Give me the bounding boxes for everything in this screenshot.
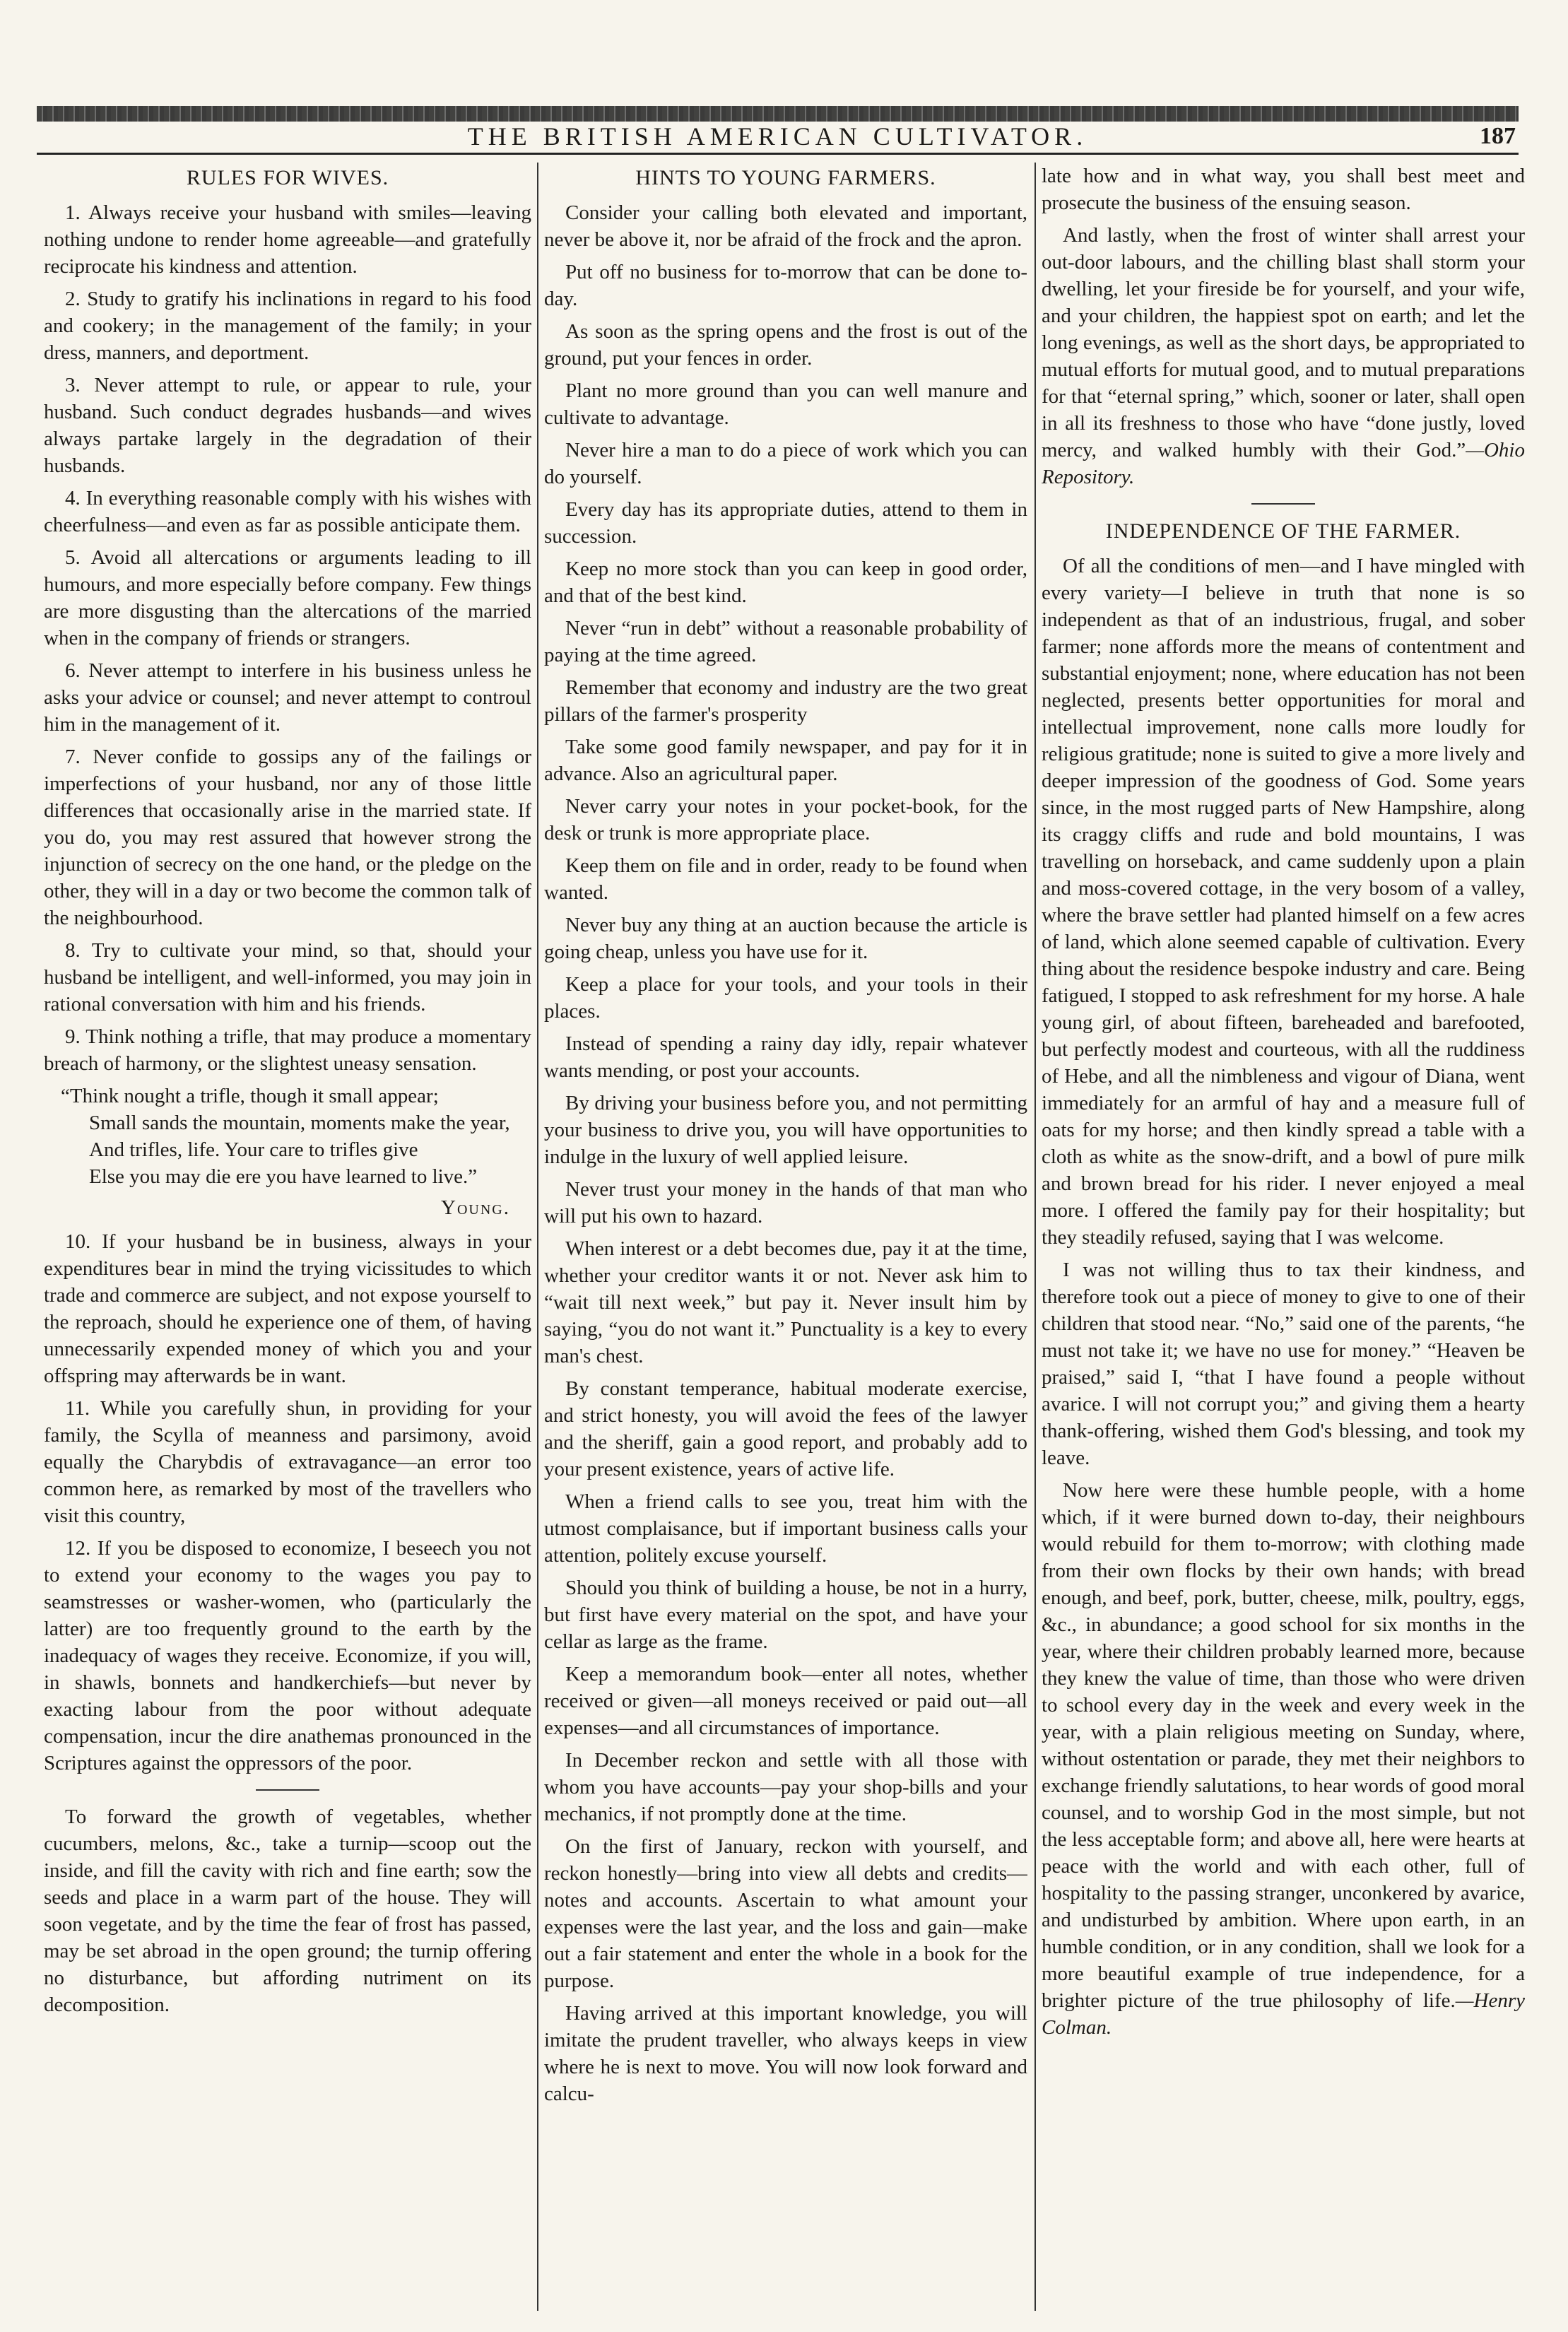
- hint-paragraph: Never trust your money in the hands of that man who will put his own to hazard.: [544, 1178, 1027, 1227]
- hint-paragraph: Keep a memorandum book—enter all notes, whether received or given—all moneys received or paid out—all expenses—and all circumstances of importance.: [544, 1663, 1027, 1739]
- page-title: THE BRITISH AMERICAN CULTIVATOR.: [467, 122, 1088, 151]
- hint-paragraph: By constant temperance, habitual moderate exercise, and strict honesty, you will avoid the fees of the lawyer and the sheriff, gain a good report, and probably add to your present existence, years of active life.: [544, 1377, 1027, 1480]
- masthead: [37, 120, 1519, 153]
- hint-paragraph: When interest or a debt becomes due, pay it at the time, whether your creditor wants it or not. Never ask him to “wait till next week,” but pay it. Never insult him by saying, “you do not want it.” Punctuality is a key to every man's chest.: [544, 1237, 1027, 1367]
- continued-paragraph: late how and in what way, you shall best meet and prosecute the business of the ensuing season.: [1042, 165, 1525, 214]
- hint-paragraph: Keep them on file and in order, ready to be found when wanted.: [544, 854, 1027, 904]
- article-heading: HINTS TO YOUNG FARMERS.: [635, 166, 936, 189]
- hint-paragraph: Never “run in debt” without a reasonable probability of paying at the time agreed.: [544, 617, 1027, 666]
- hint-paragraph: Having arrived at this important knowledge, you will imitate the prudent traveller, who always keeps in view where he is next to move. You will now look forward and calcu-: [544, 2002, 1027, 2105]
- verse-author: Young.: [441, 1196, 510, 1219]
- rule-paragraph: 3. Never attempt to rule, or appear to rule, your husband. Such conduct degrades husbands—and wives always partake largely in the degradation of their husbands.: [44, 374, 531, 477]
- column-divider: [1034, 163, 1036, 2311]
- hint-paragraph: Plant no more ground than you can well manure and cultivate to advantage.: [544, 379, 1027, 429]
- rule-paragraph: 2. Study to gratify his inclinations in regard to his food and cookery; in the management of the family; in your dress, manners, and deportment.: [44, 288, 531, 364]
- verse-line: Else you may die ere you have learned to live.”: [89, 1165, 478, 1188]
- hint-paragraph: Take some good family newspaper, and pay for it in advance. Also an agricultural paper.: [544, 736, 1027, 785]
- section-separator: [256, 1789, 319, 1791]
- column-independence-of-the-farmer: [1042, 163, 1525, 2311]
- rule-paragraph: 4. In everything reasonable comply with his wishes with cheerfulness—and even as far as possible anticipate them.: [44, 487, 531, 536]
- hint-paragraph: Never hire a man to do a piece of work which you can do yourself.: [544, 439, 1027, 488]
- hint-paragraph: By driving your business before you, and not permitting your business to drive you, you will have opportunities to indulge in the luxury of well applied leisure.: [544, 1092, 1027, 1168]
- page-number: 187: [1480, 123, 1516, 149]
- verse-line: Small sands the mountain, moments make the year,: [89, 1112, 510, 1134]
- article-paragraph: I was not willing thus to tax their kindness, and therefore took out a piece of money to give to one of their children that stood near. “No,” said one of the parents, “he must not take it; we have no use for money.” “Heaven be praised,” said I, “that I have found a people without avarice. I will not corrupt you;” and giving them a hearty thank-offering, wished them God's blessing, and took my leave.: [1042, 1259, 1525, 1469]
- hint-paragraph: Every day has its appropriate duties, attend to them in succession.: [544, 498, 1027, 548]
- rule-paragraph: 7. Never confide to gossips any of the failings or imperfections of your husband, nor any of those little differences that occasionally arise in the married state. If you do, you may rest assured that however strong the injunction of secrecy on the one hand, or the pledge on the other, they will in a day or two become the common talk of the neighbourhood.: [44, 746, 531, 929]
- masthead-ornamental-rule: [37, 106, 1519, 122]
- article-heading: RULES FOR WIVES.: [186, 166, 389, 189]
- rule-paragraph: 5. Avoid all altercations or arguments leading to ill humours, and more especially before company. Few things are more disgusting than the altercations of the married when in the company of friends or strangers.: [44, 546, 531, 649]
- rule-paragraph: 1. Always receive your husband with smiles—leaving nothing undone to render home agreeable—and gratefully reciprocate his kindness and attention.: [44, 201, 531, 278]
- closing-paragraph: [1042, 222, 1525, 490]
- hint-paragraph: Never buy any thing at an auction because the article is going cheap, unless you have use for it.: [544, 914, 1027, 963]
- masthead-underline: [37, 153, 1519, 155]
- vegetables-paragraph: To forward the growth of vegetables, whether cucumbers, melons, &c., take a turnip—scoop out the inside, and fill the cavity with rich and fine earth; sow the seeds and place in a warm part of the house. They will soon vegetate, and by the time the fear of frost has passed, may be set abroad in the open ground; the turnip offering no disturbance, but affording nutriment on its decomposition.: [44, 1806, 531, 2016]
- hint-paragraph: Put off no business for to-morrow that can be done to-day.: [544, 261, 1027, 310]
- article-source: —Henry Colman.: [1042, 1989, 1525, 2039]
- hint-paragraph: On the first of January, reckon with yourself, and reckon honestly—bring into view all debts and credits—notes and accounts. Ascertain to what amount your expenses were the last year, and the loss and gain—make out a fair statement and enter the whole in a book for the purpose.: [544, 1835, 1027, 1992]
- rule-paragraph: 12. If you be disposed to economize, I beseech you not to extend your economy to the wages you pay to seamstresses or washer-women, who (particularly the latter) are too frequently ground to the earth by the inadequacy of wages they receive. Economize, if you will, in shawls, bonnets and handkerchiefs—but never by exacting labour from the poor without adequate compensation, incur the dire anathemas pronounced in the Scriptures against the oppressors of the poor.: [44, 1537, 531, 1774]
- closing-source: —Ohio Repository.: [1042, 439, 1525, 488]
- hint-paragraph: Never carry your notes in your pocket-book, for the desk or trunk is more appropriate place.: [544, 795, 1027, 844]
- column-divider: [537, 163, 538, 2311]
- verse-line: “Think nought a trifle, though it small appear;: [61, 1085, 439, 1107]
- closing-text: And lastly, when the frost of winter shall arrest your out-door labours, and the chilling blast shall storm your dwelling, let your fireside be for yourself, and your wife, and your children, the happiest spot on earth; and let the long evenings, as well as the short days, be appropriated to mutual efforts for mutual good, and to mutual preparations for that “eternal spring,” which, sooner or later, shall open in all its freshness to those who have “done justly, loved mercy, and walked humbly with their God.”: [1042, 224, 1525, 461]
- article-heading: INDEPENDENCE OF THE FARMER.: [1105, 519, 1461, 543]
- article-paragraph: [1042, 1477, 1525, 2041]
- column-hints-to-young-farmers: [544, 163, 1027, 2311]
- rule-paragraph: 10. If your husband be in business, always in your expenditures bear in mind the trying vicissitudes to which trade and commerce are subject, and not expose yourself to the reproach, should he experience one of them, of having unnecessarily expended money of which you and your offspring may afterwards be in want.: [44, 1230, 531, 1387]
- rule-paragraph: 9. Think nothing a trifle, that may produce a momentary breach of harmony, or the slightest uneasy sensation.: [44, 1025, 531, 1075]
- section-separator: [1251, 503, 1315, 505]
- rule-paragraph: 11. While you carefully shun, in providing for your family, the Scylla of meanness and parsimony, avoid equally the Charybdis of extravagance—an error too common here, as remarked by most of the travellers who visit this country,: [44, 1397, 531, 1527]
- hint-paragraph: Instead of spending a rainy day idly, repair whatever wants mending, or post your accounts.: [544, 1032, 1027, 1082]
- hint-paragraph: When a friend calls to see you, treat him with the utmost complaisance, but if important business calls your attention, politely excuse yourself.: [544, 1490, 1027, 1567]
- hint-paragraph: Remember that economy and industry are the two great pillars of the farmer's prosperity: [544, 676, 1027, 726]
- hint-paragraph: Keep no more stock than you can keep in good order, and that of the best kind.: [544, 558, 1027, 607]
- rule-paragraph: 6. Never attempt to interfere in his business unless he asks your advice or counsel; and never attempt to controul him in the management of it.: [44, 659, 531, 736]
- column-rules-for-wives: [44, 163, 531, 2311]
- article-paragraph-text: Now here were these humble people, with a home which, if it were burned down to-day, their neighbours would rebuild for them to-morrow; with clothing made from their own flocks by their own hands; with bread enough, and beef, pork, butter, cheese, milk, poultry, eggs, &c., in abundance; a good school for six months in the year, where their children probably learned more, because they knew the value of time, than those who were driven to school every day in the week and every week in the year, with a plain religious meeting on Sunday, where, without ostentation or parade, they met their neighbors to exchange friendly salutations, to hear words of good moral counsel, and to worship God in the most simple, but not the less acceptable form; and above all, here were hearts at peace with the world and with each other, full of hospitality to the passing stranger, unconkered by avarice, and undisturbed by ambition. Where upon earth, in an humble condition, or in any condition, shall we look for a more beautiful example of true independence, for a brighter picture of the true philosophy of life.: [1042, 1479, 1525, 2012]
- verse-quotation: [61, 1083, 531, 1190]
- hint-paragraph: Keep a place for your tools, and your tools in their places.: [544, 973, 1027, 1023]
- rule-paragraph: 8. Try to cultivate your mind, so that, should your husband be intelligent, and well-informed, you may join in rational conversation with him and his friends.: [44, 939, 531, 1015]
- hint-paragraph: As soon as the spring opens and the frost is out of the ground, put your fences in order.: [544, 320, 1027, 370]
- hint-paragraph: Should you think of building a house, be not in a hurry, but first have every material on the spot, and have your cellar as large as the frame.: [544, 1577, 1027, 1653]
- article-paragraph: Of all the conditions of men—and I have mingled with every variety—I believe in truth that none is so independent as that of an industrious, frugal, and sober farmer; none affords more the means of contentment and substantial enjoyment; none, where education has not been neglected, presents better opportunities for moral and intellectual improvement, none calls more loudly for religious gratitude; none is suited to give a more lively and deeper impression of the goodness of God. Some years since, in the most rugged parts of New Hampshire, along its craggy cliffs and rude and bold mountains, I was travelling on horseback, and came suddenly upon a plain and moss-covered cottage, in the very bosom of a valley, where the brave settler had planted himself on a few acres of land, which alone seemed capable of cultivation. Every thing about the residence bespoke industry and care. Being fatigued, I stopped to ask refreshment for my horse. A hale young girl, of about fifteen, bareheaded and barefooted, but perfectly modest and courteous, with all the ruddiness of Hebe, and all the nimbleness and vigour of Diana, went immediately for an armful of hay and a measure full of oats for my horse; and then kindly spread a table with a cloth as white as the snow-drift, and a bowl of pure milk and brown bread for his rider. I never enjoyed a meal more. I offered the family pay for their hospitality; but they steadily refused, saying that I was welcome.: [1042, 555, 1525, 1249]
- verse-line: And trifles, life. Your care to trifles give: [89, 1138, 418, 1161]
- hint-paragraph: In December reckon and settle with all those with whom you have accounts—pay your shop-bills and your mechanics, if not promptly done at the time.: [544, 1749, 1027, 1825]
- hint-paragraph: Consider your calling both elevated and important, never be above it, nor be afraid of the frock and the apron.: [544, 201, 1027, 251]
